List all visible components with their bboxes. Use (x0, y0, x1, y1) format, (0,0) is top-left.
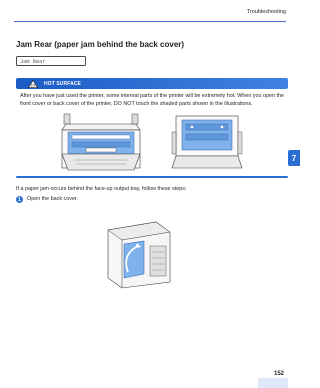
section-title: Jam Rear (paper jam behind the back cover) (16, 40, 185, 49)
warning-end-bar (16, 176, 288, 178)
page-number: 152 (273, 371, 284, 377)
intro-text: If a paper jam occurs behind the face-up output tray, follow these steps: (16, 186, 187, 192)
step-text: Open the back cover. (27, 196, 78, 202)
footer-tab (258, 378, 288, 388)
printer-front-open-illustration (60, 110, 142, 172)
warning-text: After you have just used the printer, some internal parts of the printer will be extremely hot. When you open the front cover or back cover of the printer, DO NOT touch the shaded parts shown in the illustrations. (20, 93, 284, 107)
lcd-message-box: Jam Rear (16, 56, 86, 66)
chapter-name: Troubleshooting (246, 9, 286, 15)
hot-surface-warning-icon (28, 80, 38, 88)
printer-back-open-illustration (170, 110, 244, 172)
chapter-tab: 7 (288, 150, 300, 166)
open-back-cover-illustration (98, 212, 176, 290)
step-number-badge: 1 (16, 196, 23, 203)
header-rule (14, 21, 286, 22)
warning-label: HOT SURFACE (44, 80, 81, 87)
